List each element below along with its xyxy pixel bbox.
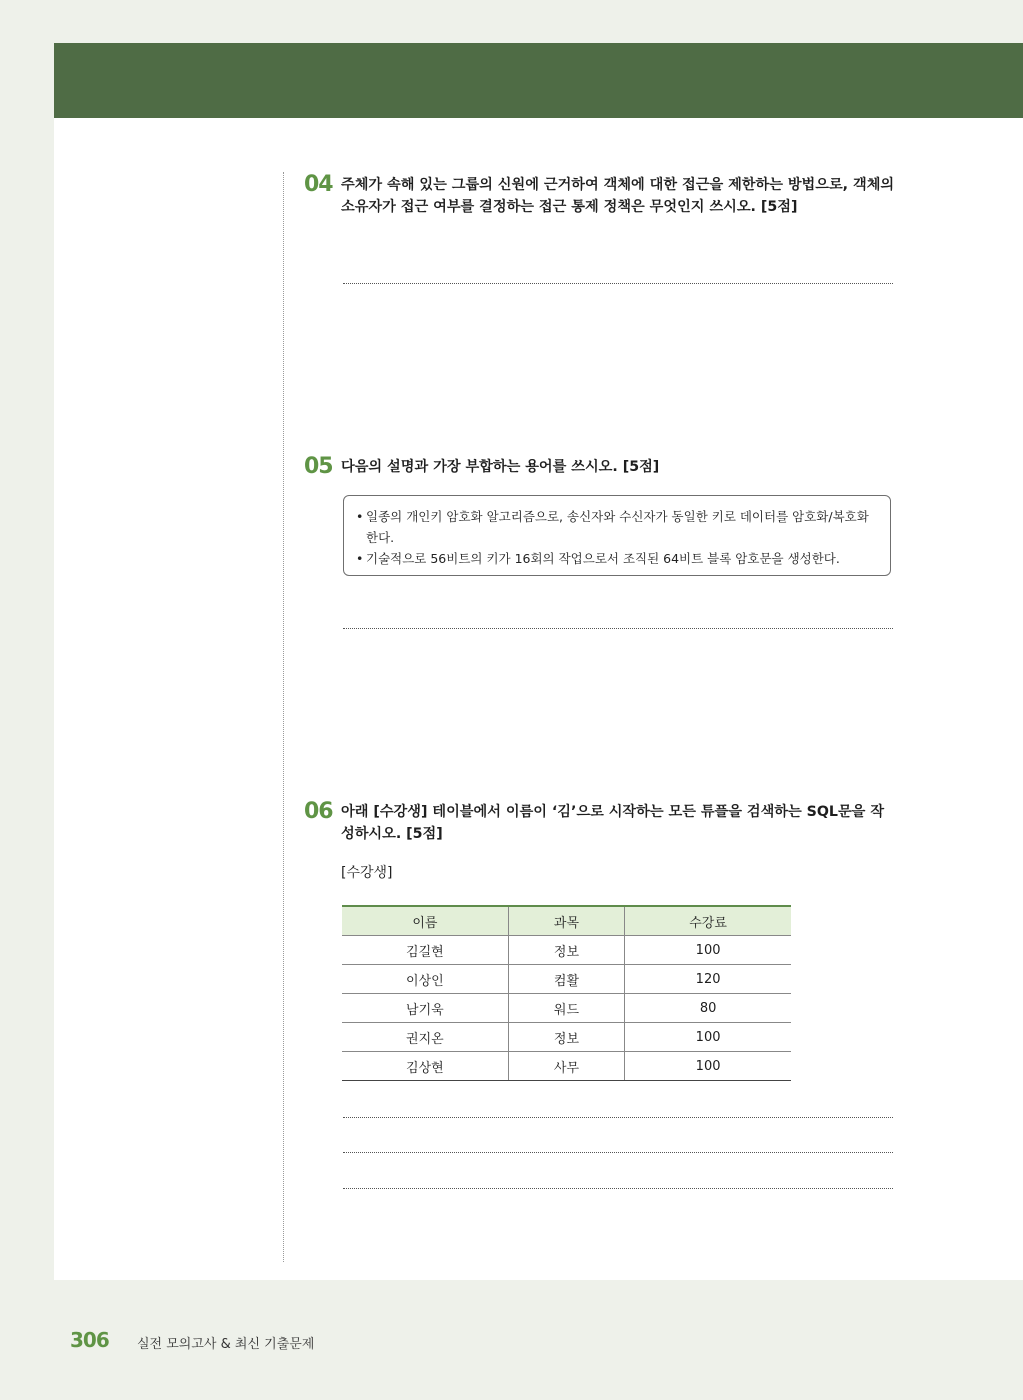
answer-line-05 <box>343 628 893 629</box>
table-cell: 80 <box>625 994 791 1023</box>
description-item-text: 일종의 개인키 암호화 알고리즘으로, 송신자와 수신자가 동일한 키로 데이터를 암호화/복호화 한다. <box>366 509 869 545</box>
margin-dotted-line <box>283 172 284 1262</box>
table-cell: 120 <box>625 965 791 994</box>
header-band <box>54 43 1023 118</box>
table-cell: 100 <box>625 1052 791 1081</box>
table-caption: [수강생] <box>341 865 393 881</box>
question-04-number: 04 <box>304 172 333 197</box>
page-content <box>54 118 1023 1280</box>
table-cell: 컴활 <box>508 965 624 994</box>
table-cell: 정보 <box>508 936 624 965</box>
table-cell: 김길현 <box>342 936 508 965</box>
table-cell: 정보 <box>508 1023 624 1052</box>
description-box <box>343 495 891 576</box>
page-number: 306 <box>70 1328 109 1352</box>
description-item <box>356 548 880 569</box>
description-item-text: 기술적으로 56비트의 키가 16회의 작업으로서 조직된 64비트 블록 암호문을 생성한다. <box>366 551 840 566</box>
column-header-subject: 과목 <box>508 906 624 936</box>
table-row <box>342 1023 791 1052</box>
table-cell: 100 <box>625 936 791 965</box>
table-cell: 이상인 <box>342 965 508 994</box>
question-05-text: 다음의 설명과 가장 부합하는 용어를 쓰시오. [5점] <box>341 459 660 475</box>
bullet-icon: • <box>356 551 364 566</box>
table-cell: 사무 <box>508 1052 624 1081</box>
answer-line-06-b <box>343 1152 893 1153</box>
question-04-text: 주체가 속해 있는 그룹의 신원에 근거하여 객체에 대한 접근을 제한하는 방법으로, 객체의 소유자가 접근 여부를 결정하는 접근 통제 정책은 무엇인지 쓰시오. [5점] <box>341 177 895 215</box>
answer-line-06-a <box>343 1117 893 1118</box>
table-header-row <box>342 906 791 936</box>
column-header-fee: 수강료 <box>625 906 791 936</box>
table-row <box>342 1052 791 1081</box>
table-cell: 남기욱 <box>342 994 508 1023</box>
table-cell: 워드 <box>508 994 624 1023</box>
table-row <box>342 936 791 965</box>
question-06-number: 06 <box>304 799 333 824</box>
answer-line-04 <box>343 283 893 284</box>
question-05-number: 05 <box>304 454 333 479</box>
table-row <box>342 994 791 1023</box>
student-table <box>342 905 791 1081</box>
answer-line-06-c <box>343 1188 893 1189</box>
description-item <box>356 506 880 548</box>
table-row <box>342 965 791 994</box>
table-cell: 김상현 <box>342 1052 508 1081</box>
bullet-icon: • <box>356 509 364 524</box>
book-title: 실전 모의고사 & 최신 기출문제 <box>137 1337 315 1352</box>
column-header-name: 이름 <box>342 906 508 936</box>
question-06-text: 아래 [수강생] 테이블에서 이름이 ‘김’으로 시작하는 모든 튜플을 검색하는 SQL문을 작성하시오. [5점] <box>341 804 885 842</box>
table-cell: 권지온 <box>342 1023 508 1052</box>
table-cell: 100 <box>625 1023 791 1052</box>
